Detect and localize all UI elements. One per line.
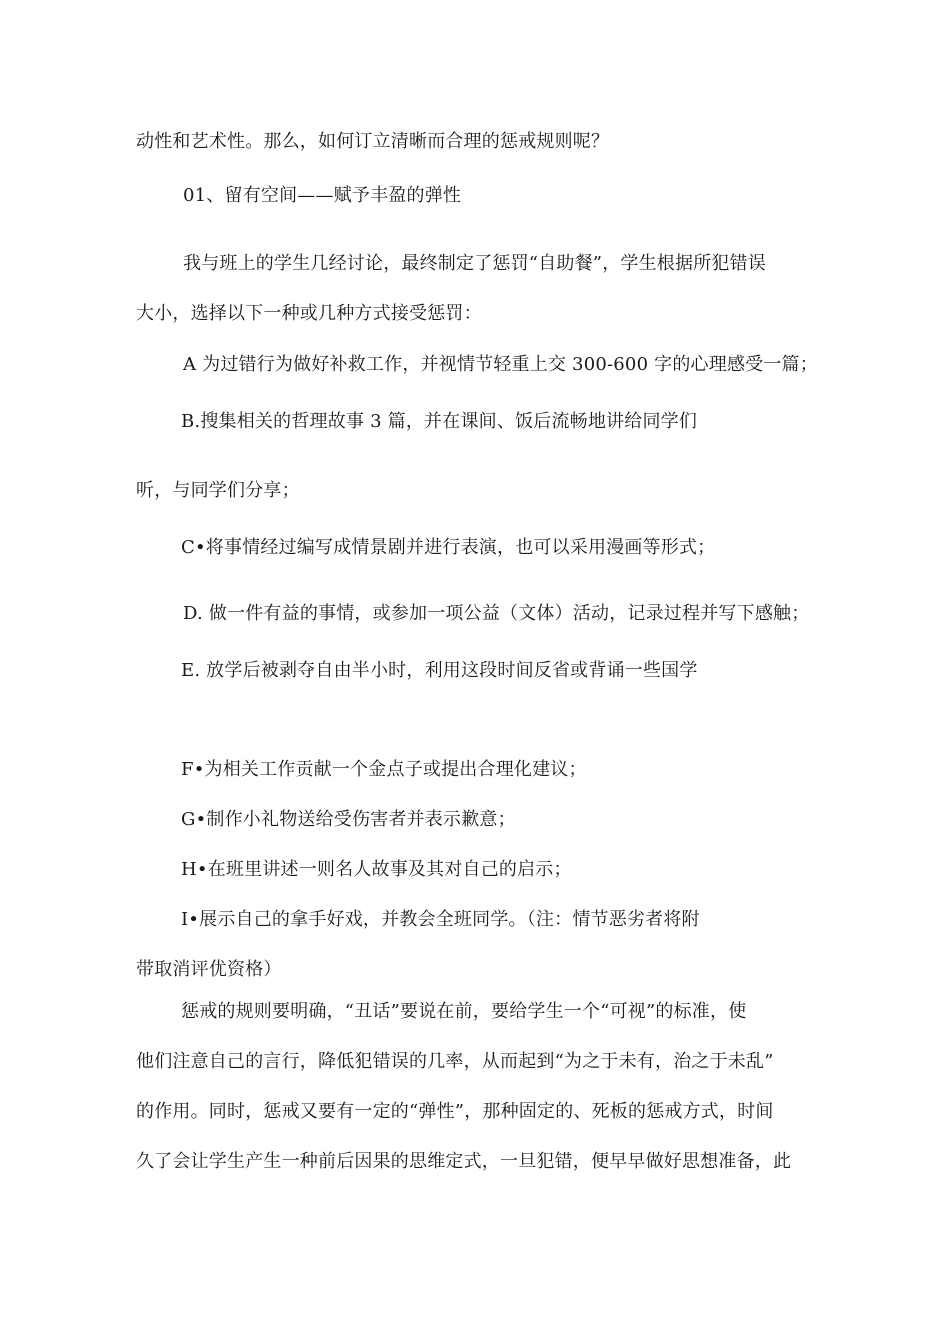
- list-item-b-continued: 听，与同学们分享；: [136, 480, 300, 501]
- paragraph-line: 大小，选择以下一种或几种方式接受惩罚：: [136, 303, 482, 324]
- list-item-b: B.搜集相关的哲理故事 3 篇，并在课间、饭后流畅地讲给同学们: [181, 411, 698, 432]
- paragraph-line: 久了会让学生产生一种前后因果的思维定式，一旦犯错，便早早做好思想准备，此: [136, 1151, 792, 1172]
- list-item-d: D. 做一件有益的事情，或参加一项公益（文体）活动，记录过程并写下感触；: [183, 603, 810, 624]
- list-item-h: H•在班里讲述一则名人故事及其对自己的启示；: [181, 859, 572, 880]
- paragraph-line: 动性和艺术性。那么，如何订立清晰而合理的惩戒规则呢？: [136, 131, 610, 152]
- list-item-g: G•制作小礼物送给受伤害者并表示歉意；: [181, 809, 516, 830]
- section-heading: 01、留有空间——赋予丰盈的弹性: [183, 185, 462, 206]
- list-item-f: F•为相关工作贡献一个金点子或提出合理化建议；: [181, 759, 587, 780]
- list-item-e: E. 放学后被剥夺自由半小时，利用这段时间反省或背诵一些国学: [181, 660, 698, 681]
- list-item-i: I•展示自己的拿手好戏，并教会全班同学。（注：情节恶劣者将附: [181, 909, 700, 930]
- list-item-c: C•将事情经过编写成情景剧并进行表演，也可以采用漫画等形式；: [181, 537, 716, 558]
- list-item-a: A 为过错行为做好补救工作，并视情节轻重上交 300-600 字的心理感受一篇；: [183, 354, 818, 375]
- paragraph-line: 的作用。同时，惩戒又要有一定的“弹性”，那种固定的、死板的惩戒方式，时间: [136, 1101, 774, 1122]
- paragraph-line: 他们注意自己的言行，降低犯错误的几率，从而起到“为之于未有，治之于未乱”: [136, 1051, 774, 1072]
- list-item-i-continued: 带取消评优资格）: [136, 959, 282, 980]
- paragraph-line: 惩戒的规则要明确，“丑话”要说在前，要给学生一个“可视”的标准，使: [181, 1001, 747, 1022]
- paragraph-line: 我与班上的学生几经讨论，最终制定了惩罚“自助餐”，学生根据所犯错误: [183, 253, 767, 274]
